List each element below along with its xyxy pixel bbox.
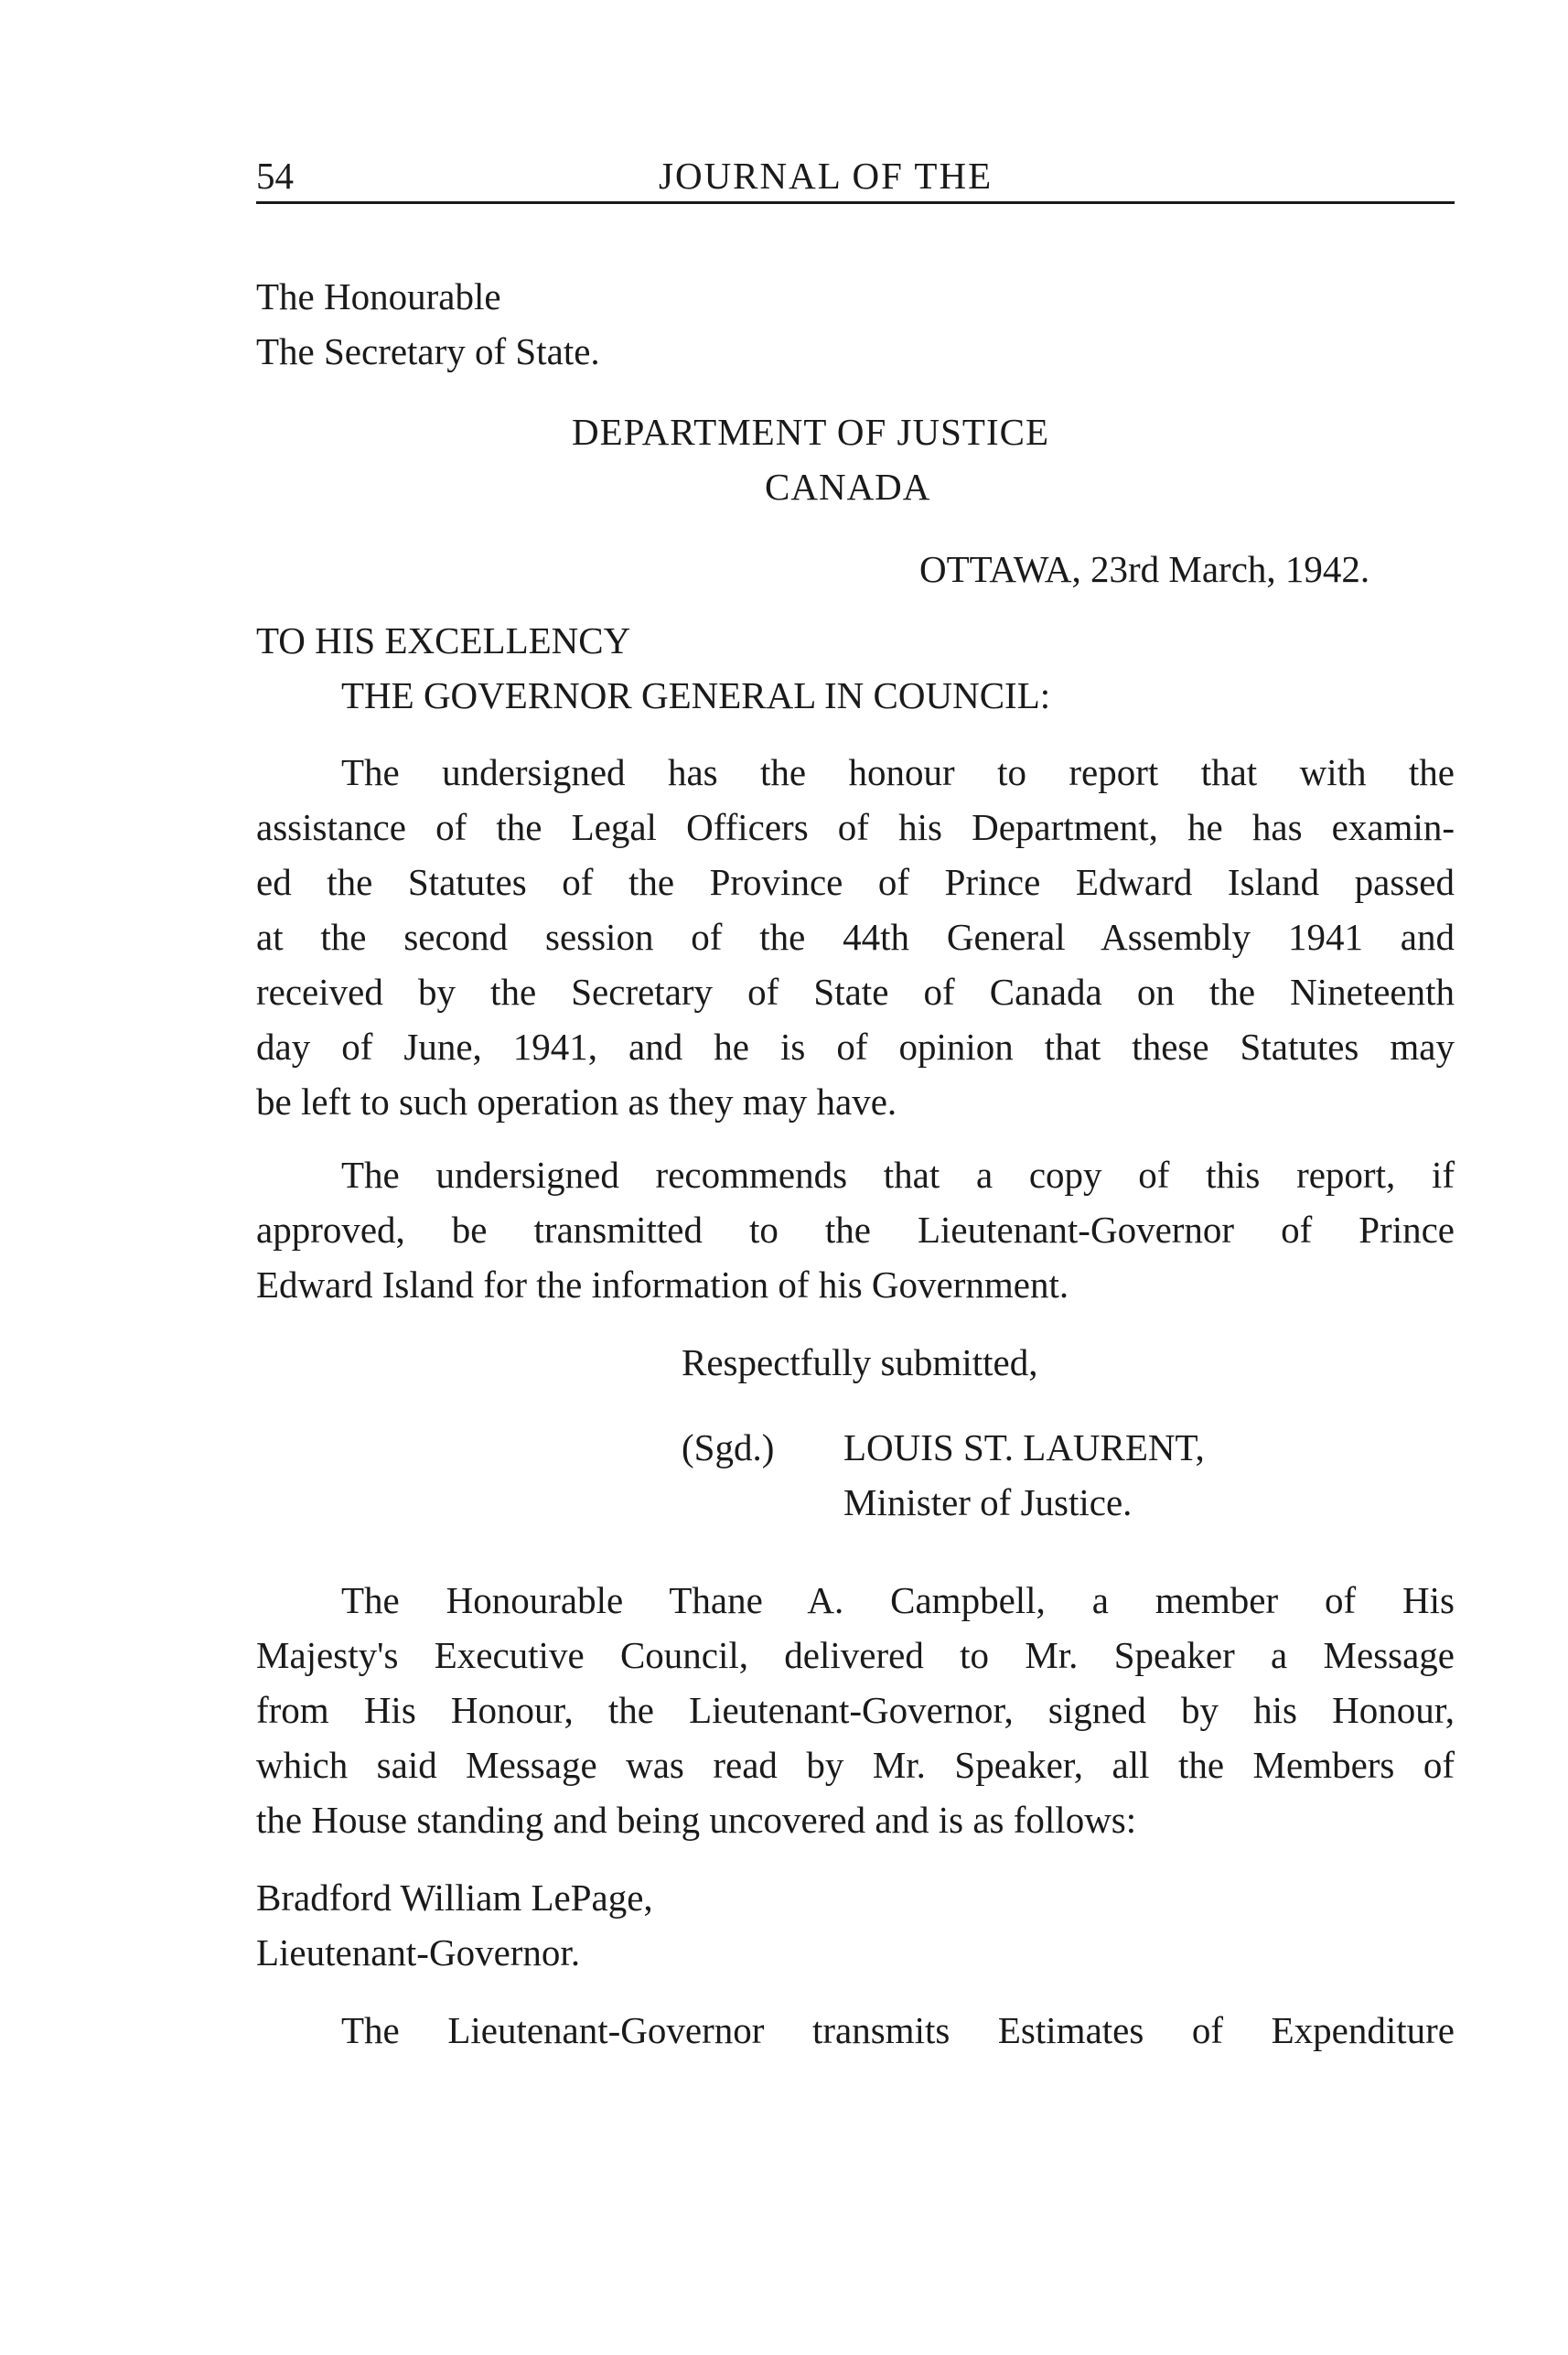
respectfully-submitted: Respectfully submitted,: [682, 1341, 1038, 1383]
signatory-title: Minister of Justice.: [843, 1481, 1133, 1523]
estimates-line: The Lieutenant-Governor transmits Estimates of Expenditure: [341, 2009, 1455, 2051]
report-para2-line-3: Edward Island for the information of his Government.: [256, 1264, 1069, 1306]
message-intro-line-1: The Honourable Thane A. Campbell, a member of His: [341, 1579, 1455, 1621]
report-para2-line-2: approved, be transmitted to the Lieutenant-Governor of Prince: [256, 1209, 1455, 1251]
page-number: 54: [256, 155, 294, 197]
message-intro-line-2: Majesty's Executive Council, delivered to Mr. Speaker a Message: [256, 1634, 1455, 1676]
report-para1-line-2: assistance of the Legal Officers of his Department, he has examin-: [256, 806, 1455, 848]
message-intro-line-3: from His Honour, the Lieutenant-Governor, signed by his Honour,: [256, 1689, 1455, 1731]
address-line-1: The Honourable: [256, 275, 501, 317]
signed-prefix: (Sgd.): [682, 1426, 775, 1468]
address-line-2: The Secretary of State.: [256, 330, 600, 372]
message-intro-line-5: the House standing and being uncovered and is as follows:: [256, 1799, 1137, 1841]
department-heading: DEPARTMENT OF JUSTICE: [572, 411, 1050, 453]
lt-governor-name: Bradford William LePage,: [256, 1876, 653, 1919]
lt-governor-title: Lieutenant-Governor.: [256, 1931, 581, 1973]
report-para1-line-4: at the second session of the 44th General Assembly 1941 and: [256, 916, 1455, 958]
report-para1-line-5: received by the Secretary of State of Canada on the Nineteenth: [256, 971, 1455, 1013]
signatory-name: LOUIS ST. LAURENT,: [843, 1426, 1205, 1468]
report-para1-line-6: day of June, 1941, and he is of opinion that these Statutes may: [256, 1026, 1455, 1068]
country-heading: CANADA: [765, 466, 931, 508]
report-para1-line-3: ed the Statutes of the Province of Prince Edward Island passed: [256, 861, 1455, 903]
salutation-line-1: TO HIS EXCELLENCY: [256, 619, 631, 661]
place-date: OTTAWA, 23rd March, 1942.: [919, 548, 1370, 590]
report-para1-line-7: be left to such operation as they may have.: [256, 1081, 897, 1123]
salutation-line-2: THE GOVERNOR GENERAL IN COUNCIL:: [341, 674, 1051, 716]
report-para1-line-1: The undersigned has the honour to report that with the: [341, 751, 1455, 793]
header-rule: [256, 201, 1455, 204]
running-title: JOURNAL OF THE: [659, 155, 993, 197]
report-para2-line-1: The undersigned recommends that a copy of this report, if: [341, 1154, 1455, 1196]
message-intro-line-4: which said Message was read by Mr. Speaker, all the Members of: [256, 1744, 1455, 1786]
